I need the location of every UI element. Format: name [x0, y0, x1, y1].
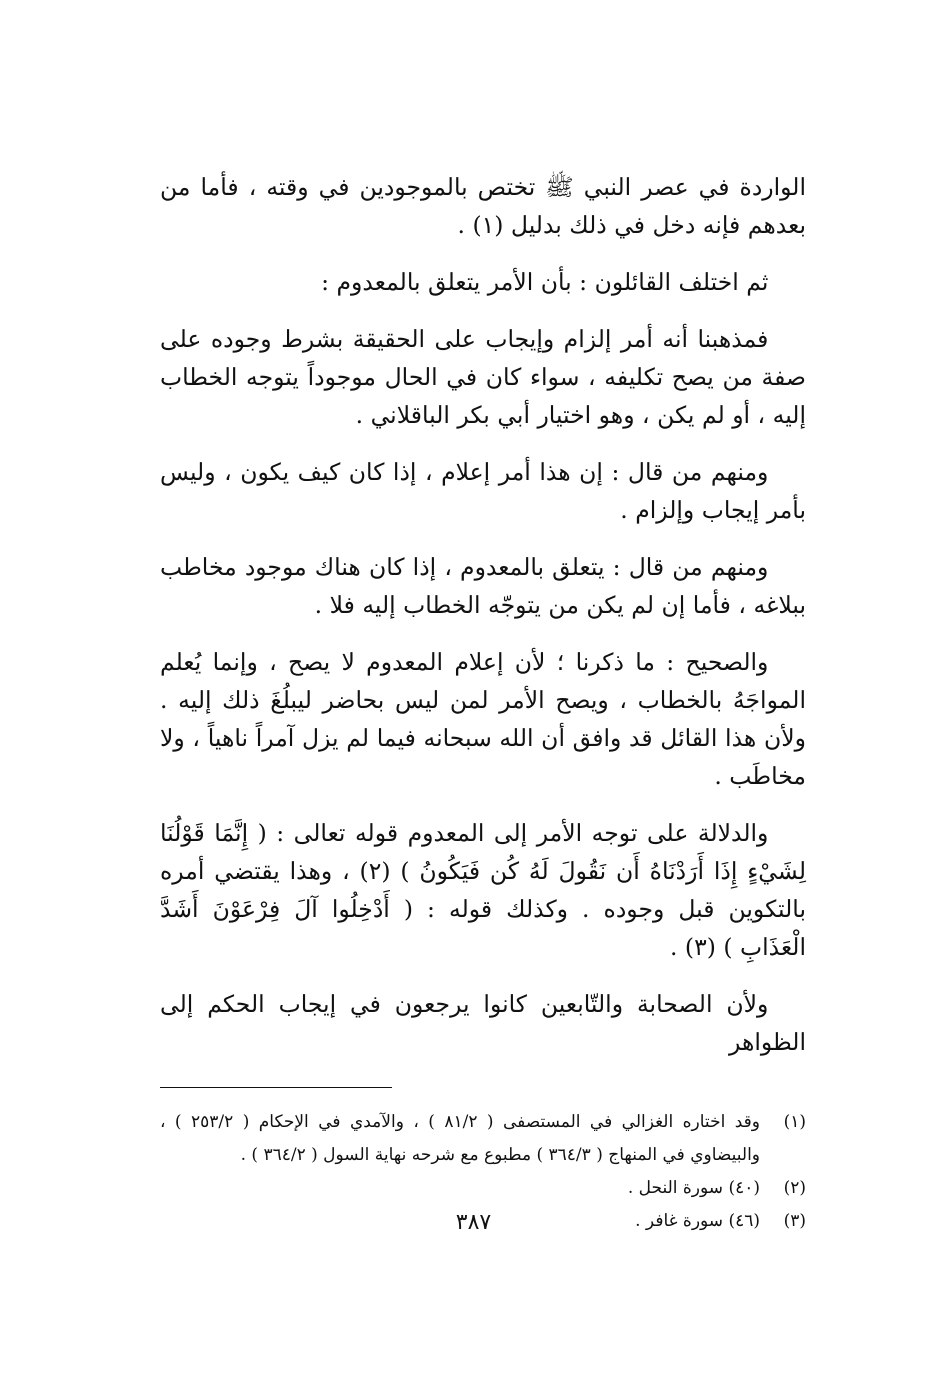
paragraph: ومنهم من قال : إن هذا أمر إعلام ، إذا كان كيف يكون ، وليس بأمر إيجاب وإلزام .	[160, 458, 806, 524]
paragraph: والصحيح : ما ذكرنا ؛ لأن إعلام المعدوم لا يصح ، وإنما يُعلم المواجَهُ بالخطاب ، ويصح الأمر لمن ليس بحاضر ليبلُغَ ذلك إليه . ولأن هذا القائل قد وافق أن الله سبحانه فيما لم يزل آمراً ناهياً ، ولا مخاطَب .	[160, 648, 806, 790]
paragraph: والدلالة على توجه الأمر إلى المعدوم قوله تعالى : ( إِنَّمَا قَوْلُنَا لِشَيْءٍ إِذَا أَرَدْنَاهُ أَن نَقُولَ لَهُ كُن فَيَكُونُ ) (٢) ، وهذا يقتضي أمره بالتكوين قبل وجوده . وكذلك قوله : ( أَدْخِلُوا آلَ فِرْعَوْنَ أَشَدَّ الْعَذَابِ ) (٣) .	[160, 819, 806, 961]
footnote-number: (٢)	[783, 1178, 806, 1198]
page-number: ٣٨٧	[455, 1210, 492, 1235]
page-body	[160, 168, 806, 1238]
paragraph: ثم اختلف القائلون : بأن الأمر يتعلق بالمعدوم :	[321, 268, 769, 296]
footnote-number: (١)	[783, 1112, 806, 1132]
footnote-item	[160, 1106, 806, 1172]
footnote-text: (٤٠) سورة النحل .	[627, 1178, 760, 1198]
paragraph: الواردة في عصر النبي ﷺ تختص بالموجودين في وقته ، فأما من بعدهم فإنه دخل في ذلك بدليل (١) .	[160, 173, 806, 239]
paragraph: ومنهم من قال : يتعلق بالمعدوم ، إذا كان هناك موجود مخاطب ببلاغه ، فأما إن لم يكن من يتوجّه الخطاب إليه فلا .	[160, 553, 806, 619]
footnote-text: وقد اختاره الغزالي في المستصفى ( ٨١/٢ ) ، والآمدي في الإحكام ( ٢٥٣/٢ ) ، والبيضاوي في المنهاج ( ٣٦٤/٣ ) مطبوع مع شرحه نهاية السول ( ٣٦٤/٢ ) .	[160, 1112, 760, 1165]
footnote-item	[160, 1172, 806, 1205]
footnote-text: (٤٦) سورة غافر .	[635, 1211, 760, 1231]
paragraph: فمذهبنا أنه أمر إلزام وإيجاب على الحقيقة بشرط وجوده على صفة من يصح تكليفه ، سواء كان في الحال موجوداً يتوجه الخطاب إليه ، أو لم يكن ، وهو اختيار أبي بكر الباقلاني .	[160, 325, 806, 429]
footnote-number: (٣)	[783, 1211, 806, 1231]
footnote-separator	[160, 1087, 392, 1088]
paragraph: ولأن الصحابة والتّابعين كانوا يرجعون في إيجاب الحكم إلى الظواهر	[160, 990, 806, 1056]
